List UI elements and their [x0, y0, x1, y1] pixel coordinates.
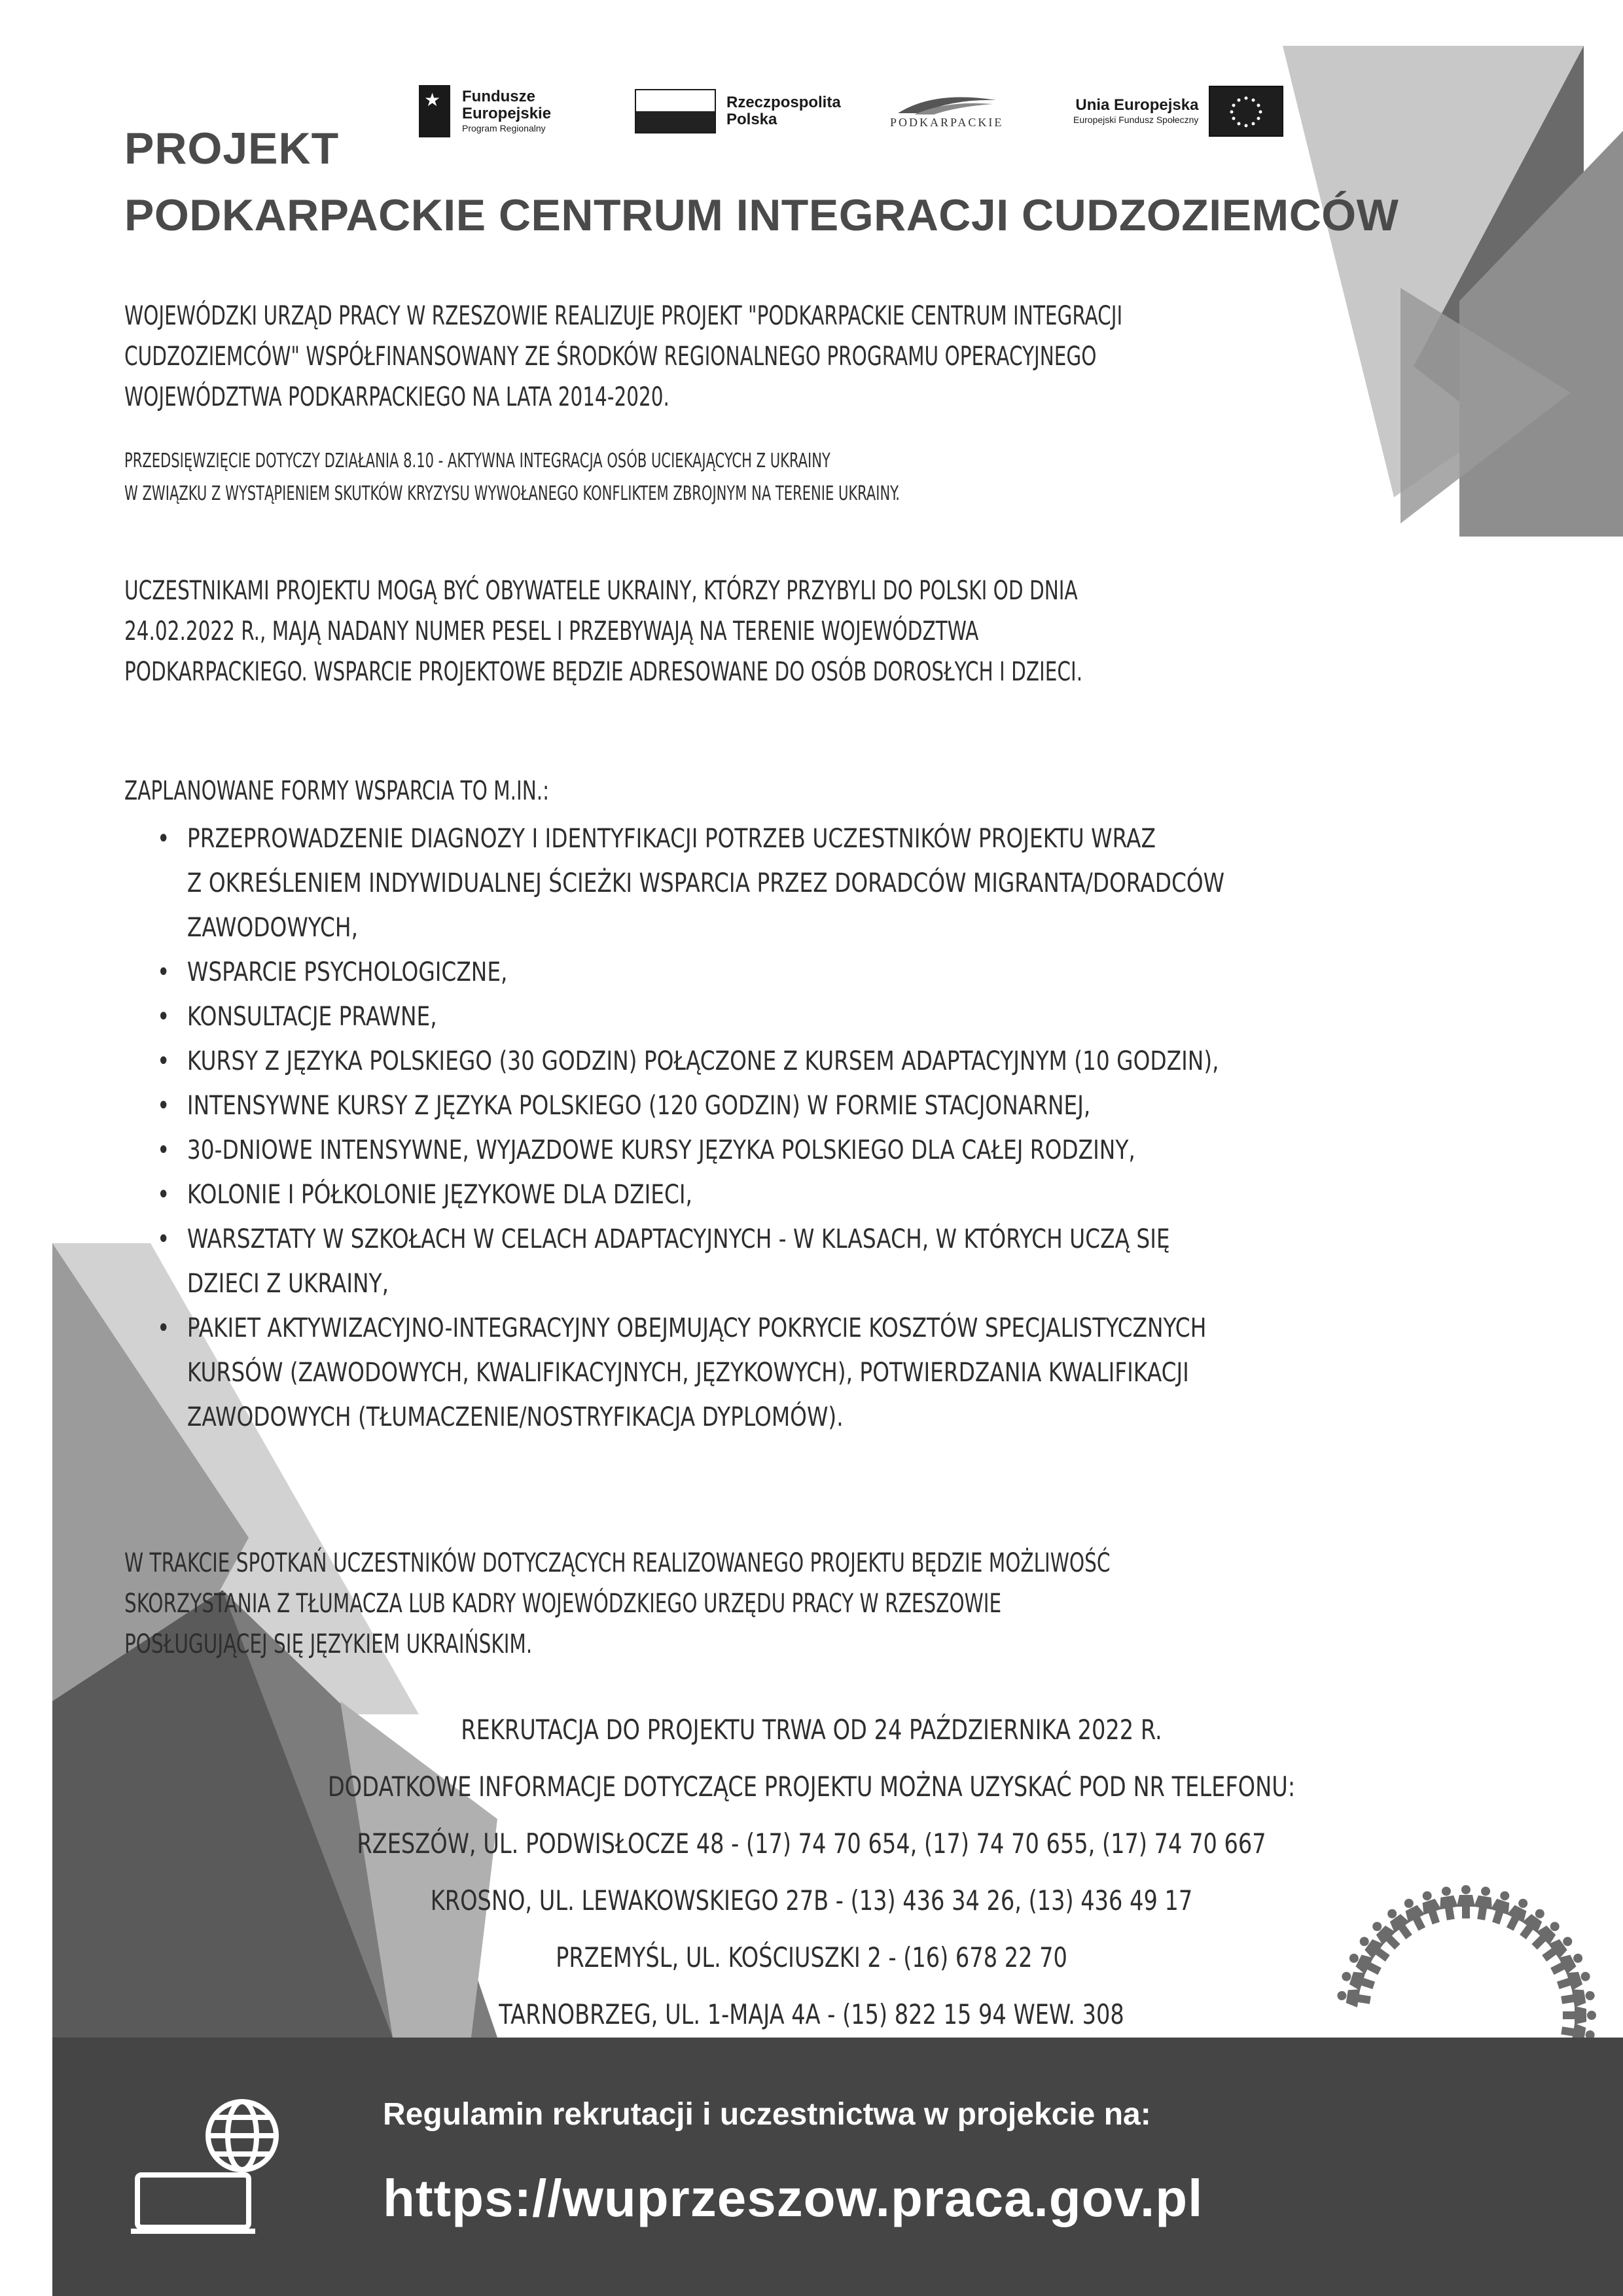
- page-title-line1: PROJEKT: [124, 124, 340, 173]
- intro-note-line1: PRZEDSIĘWZIĘCIE DOTYCZY DZIAŁANIA 8.10 - AKTYWNA INTEGRACJA OSÓB UCIEKAJĄCYCH Z UKRAINY: [124, 450, 830, 472]
- intro-line2: CUDZOZIEMCÓW" WSPÓŁFINANSOWANY ZE ŚRODKÓW REGIONALNEGO PROGRAMU OPERACYJNEGO: [124, 342, 1097, 372]
- ue-line2: Europejski Fundusz Społeczny: [1073, 115, 1199, 125]
- list-item: • WARSZTATY W SZKOŁACH W CELACH ADAPTACYJNYCH - W KLASACH, W KTÓRYCH UCZĄ SIĘ DZIECI Z UKRAINY,: [157, 1217, 1486, 1306]
- rp-line1: Rzeczpospolita: [726, 94, 841, 111]
- list-item: • KONSULTACJE PRAWNE,: [157, 995, 1486, 1039]
- fundusze-europejskie-logo: [419, 79, 551, 144]
- fe-line3: Program Regionalny: [462, 123, 546, 133]
- support-list: [157, 817, 1623, 1439]
- contact-krosno: KROSNO, UL. LEWAKOWSKIEGO 27B - (13) 436 34 26, (13) 436 49 17: [430, 1884, 1193, 1916]
- fe-star-icon: [419, 85, 450, 137]
- podkarpackie-swoosh-icon: [895, 94, 999, 116]
- rzeczpospolita-logo: [635, 79, 841, 144]
- unia-europejska-logo: [1073, 79, 1283, 144]
- participants-line2: 24.02.2022 R., MAJĄ NADANY NUMER PESEL I PRZEBYWAJĄ NA TERENIE WOJEWÓDZTWA: [124, 616, 979, 646]
- list-item: • PAKIET AKTYWIZACYJNO-INTEGRACYJNY OBEJMUJĄCY POKRYCIE KOSZTÓW SPECJALISTYCZNYCH KURSÓW (ZAWODOWYCH, KWALIFIKACYJNYCH, JĘZYKOWYCH), POTWIERDZANIA KWALIFIKACJI ZAWODOWYCH (TŁUMACZENIE/NOSTRYFIKACJA DYPLOMÓW).: [157, 1306, 1486, 1439]
- participants-line1: UCZESTNIKAMI PROJEKTU MOGĄ BYĆ OBYWATELE UKRAINY, KTÓRZY PRZYBYLI DO POLSKI OD DNIA: [124, 576, 1078, 606]
- meeting-line3: POSŁUGUJĄCEJ SIĘ JĘZYKIEM UKRAIŃSKIM.: [124, 1629, 533, 1659]
- participants-paragraph: [124, 571, 1623, 692]
- podkarpackie-logo: [890, 79, 1003, 144]
- pk-text: PODKARPACKIE: [890, 115, 1004, 129]
- page-title-line2: PODKARPACKIE CENTRUM INTEGRACJI CUDZOZIEMCÓW: [124, 190, 1399, 240]
- list-item: • KOLONIE I PÓŁKOLONIE JĘZYKOWE DLA DZIECI,: [157, 1173, 1486, 1217]
- intro-note-line2: W ZWIĄZKU Z WYSTĄPIENIEM SKUTKÓW KRYZYSU WYWOŁANEGO KONFLIKTEM ZBROJNYM NA TERENIE UKRAINY.: [124, 482, 900, 505]
- list-item: • KURSY Z JĘZYKA POLSKIEGO (30 GODZIN) POŁĄCZONE Z KURSEM ADAPTACYJNYM (10 GODZIN),: [157, 1039, 1486, 1084]
- contact-przemysl: PRZEMYŚL, UL. KOŚCIUSZKI 2 - (16) 678 22 70: [556, 1941, 1067, 1973]
- eu-flag-icon: [1209, 86, 1283, 137]
- meeting-line2: SKORZYSTANIA Z TŁUMACZA LUB KADRY WOJEWÓDZKIEGO URZĘDU PRACY W RZESZOWIE: [124, 1589, 1002, 1619]
- polish-flag-icon: [635, 89, 716, 133]
- intro-note: [124, 445, 1623, 510]
- footer-regulations-text: Regulamin rekrutacji i uczestnictwa w projekcie na:: [383, 2097, 1151, 2132]
- list-item: • WSPARCIE PSYCHOLOGICZNE,: [157, 950, 1486, 995]
- list-item: • PRZEPROWADZENIE DIAGNOZY I IDENTYFIKACJI POTRZEB UCZESTNIKÓW PROJEKTU WRAZ Z OKREŚLENIEM INDYWIDUALNEJ ŚCIEŻKI WSPARCIA PRZEZ DORADCÓW MIGRANTA/DORADCÓW ZAWODOWYCH,: [157, 817, 1486, 950]
- fe-line2: Europejskie: [462, 105, 552, 122]
- support-heading-block: [124, 771, 1623, 811]
- fe-line1: Fundusze: [462, 88, 535, 105]
- contact-rzeszow: RZESZÓW, UL. PODWISŁOCZE 48 - (17) 74 70 654, (17) 74 70 655, (17) 74 70 667: [357, 1828, 1266, 1860]
- list-item: • 30-DNIOWE INTENSYWNE, WYJAZDOWE KURSY JĘZYKA POLSKIEGO DLA CAŁEJ RODZINY,: [157, 1128, 1486, 1173]
- participants-line3: PODKARPACKIEGO. WSPARCIE PROJEKTOWE BĘDZIE ADRESOWANE DO OSÓB DOROSŁYCH I DZIECI.: [124, 657, 1083, 687]
- rp-line2: Polska: [726, 111, 777, 128]
- ue-line1: Unia Europejska: [1075, 96, 1199, 114]
- recruitment-line2: DODATKOWE INFORMACJE DOTYCZĄCE PROJEKTU MOŻNA UZYSKAĆ POD NR TELEFONU:: [327, 1771, 1296, 1803]
- recruitment-line1: REKRUTACJA DO PROJEKTU TRWA OD 24 PAŹDZIERNIKA 2022 R.: [461, 1714, 1162, 1746]
- list-item: • INTENSYWNE KURSY Z JĘZYKA POLSKIEGO (120 GODZIN) W FORMIE STACJONARNEJ,: [157, 1084, 1486, 1128]
- computer-globe-icon: [131, 2096, 288, 2240]
- support-heading: ZAPLANOWANE FORMY WSPARCIA TO M.IN.:: [124, 776, 550, 806]
- contact-tarnobrzeg: TARNOBRZEG, UL. 1-MAJA 4A - (15) 822 15 94 WEW. 308: [499, 1998, 1124, 2030]
- meeting-line1: W TRAKCIE SPOTKAŃ UCZESTNIKÓW DOTYCZĄCYCH REALIZOWANEGO PROJEKTU BĘDZIE MOŻLIWOŚĆ: [124, 1548, 1111, 1578]
- footer-url-link[interactable]: https://wuprzeszow.praca.gov.pl: [383, 2169, 1204, 2227]
- footer-banner: [52, 2038, 1623, 2296]
- logo-strip: [419, 79, 1335, 150]
- intro-line3: WOJEWÓDZTWA PODKARPACKIEGO NA LATA 2014-2020.: [124, 382, 669, 412]
- intro-paragraph: [124, 296, 1623, 417]
- meeting-paragraph: [124, 1543, 1623, 1665]
- intro-line1: WOJEWÓDZKI URZĄD PRACY W RZESZOWIE REALIZUJE PROJEKT "PODKARPACKIE CENTRUM INTEGRACJI: [124, 301, 1123, 331]
